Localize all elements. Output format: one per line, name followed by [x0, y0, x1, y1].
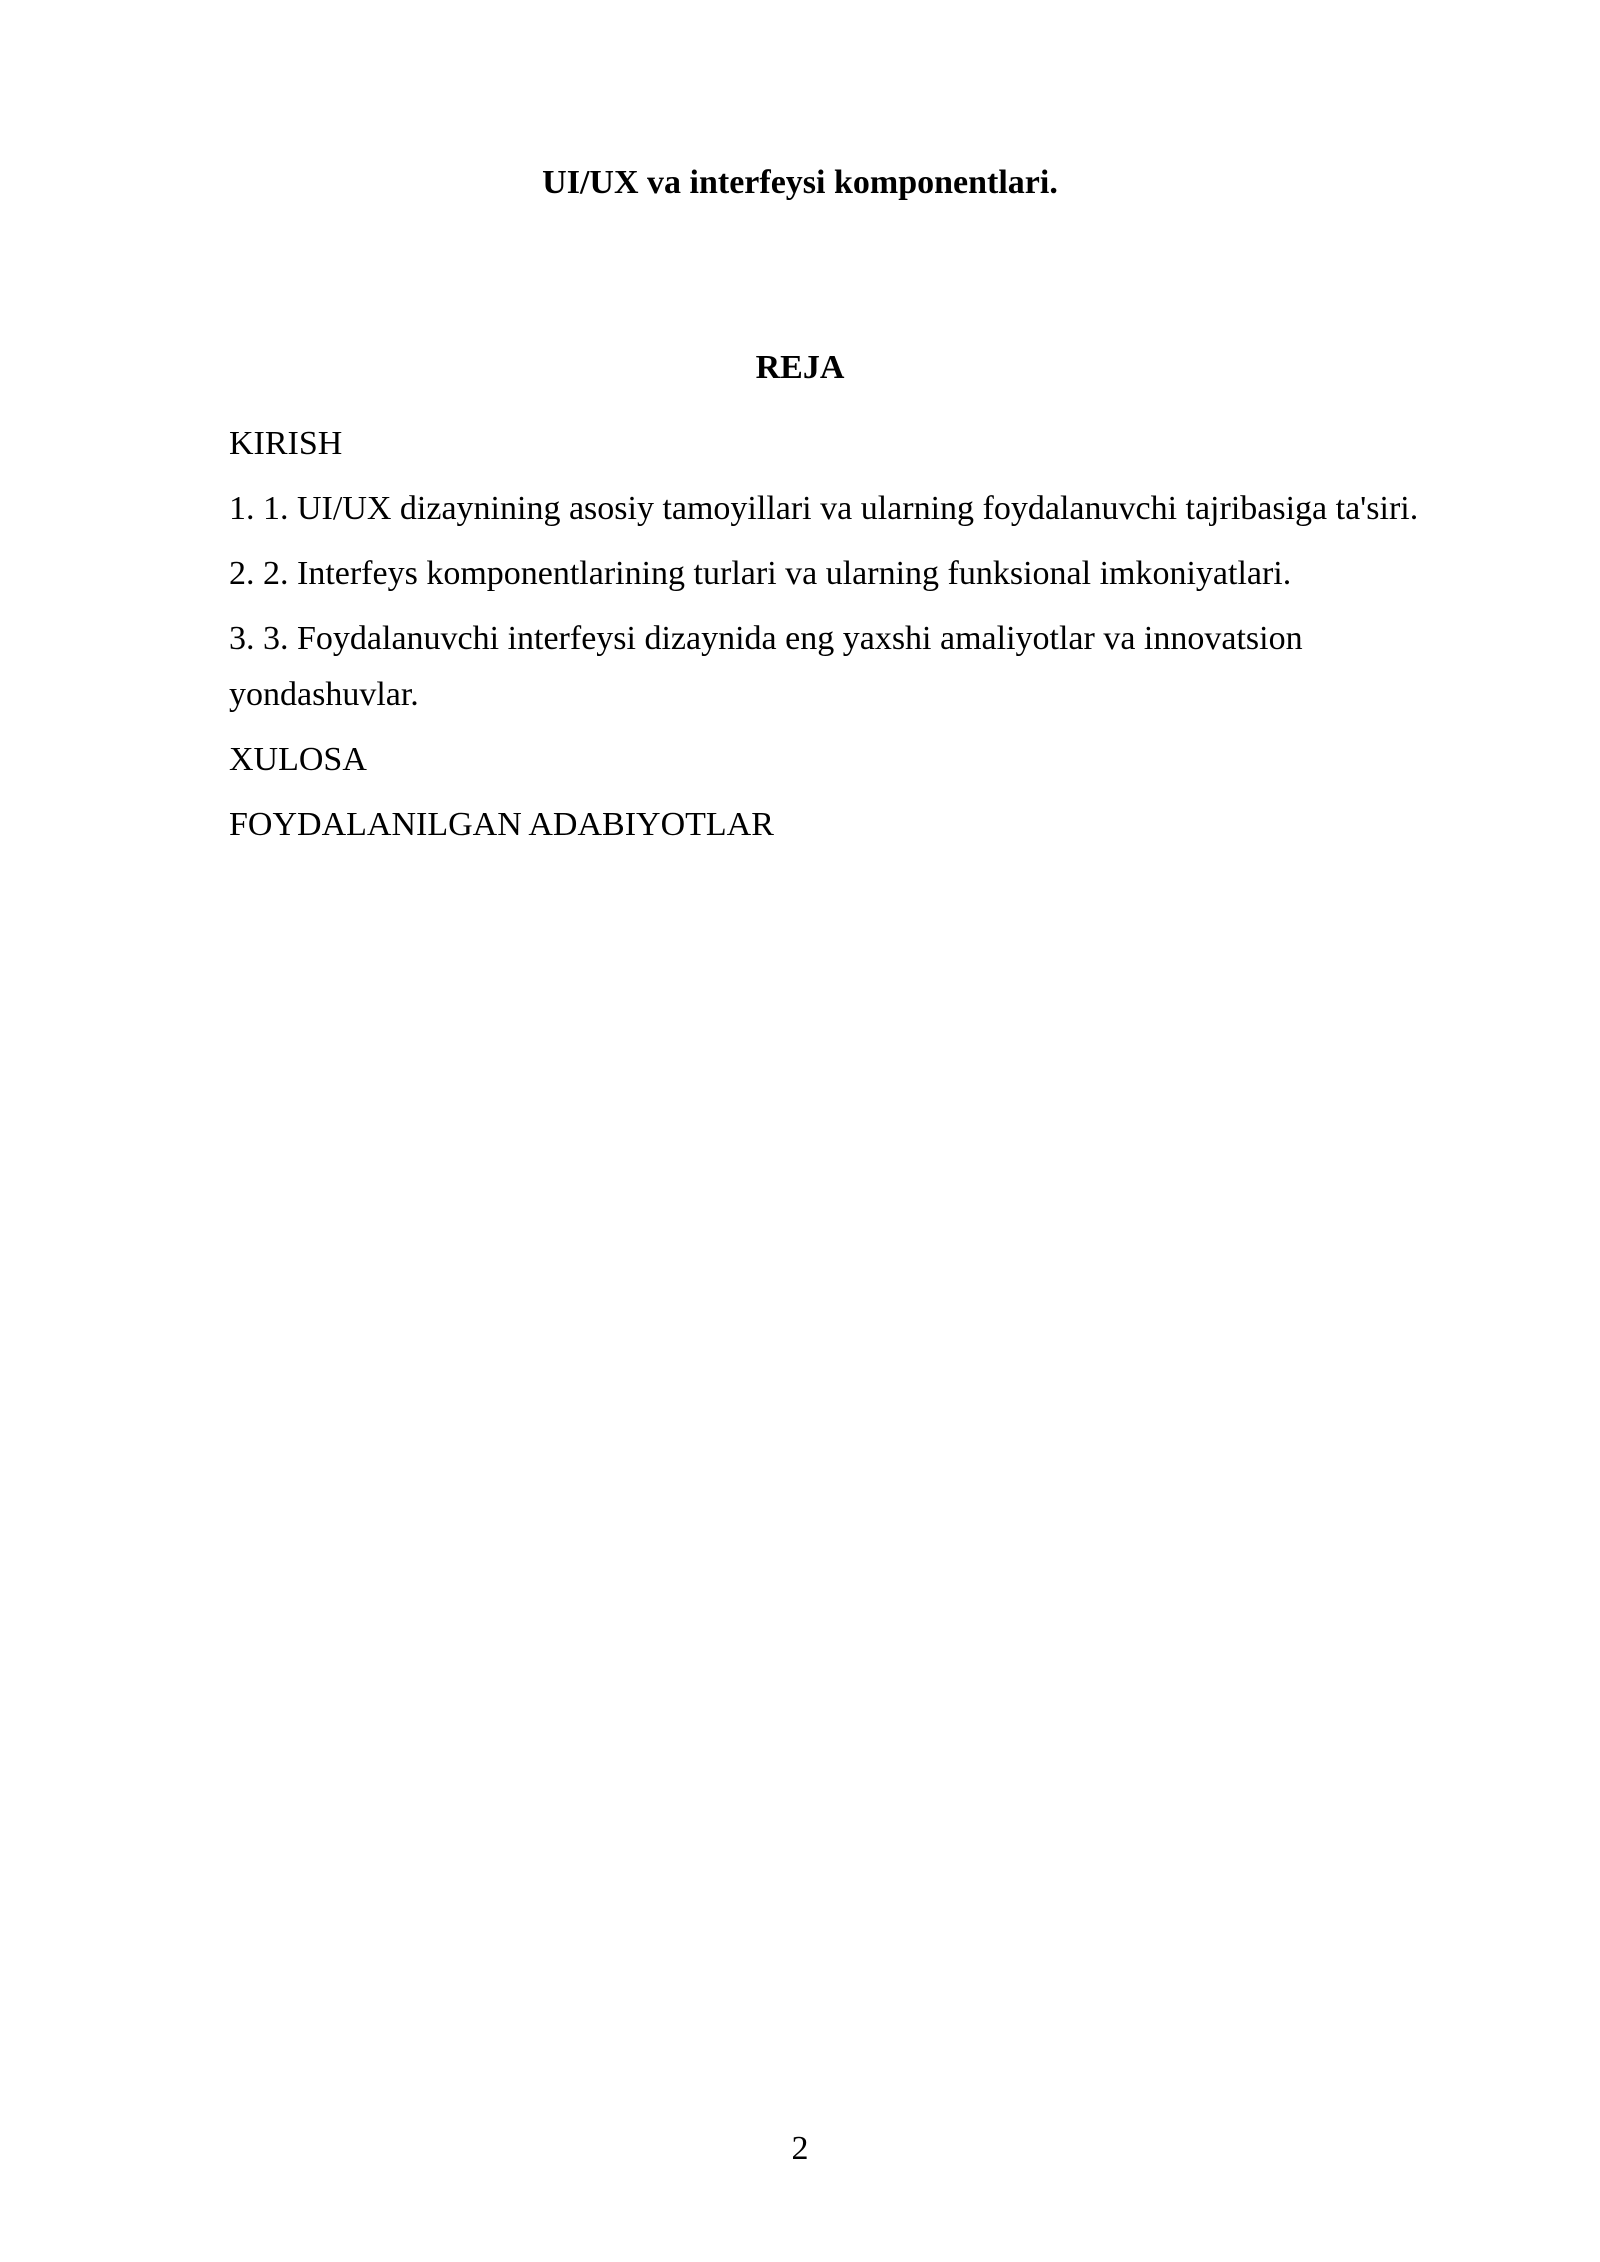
plan-item-conclusion: XULOSA: [229, 741, 367, 778]
plan-item-3: 3. 3. Foydalanuvchi interfeysi dizaynida eng yaxshi amaliyotlar va innovatsion yondashuvlar.: [229, 620, 1303, 713]
plan-item-references: FOYDALANILGAN ADABIYOTLAR: [229, 806, 774, 843]
plan-item-intro: KIRISH: [229, 425, 343, 462]
plan-item-1: 1. 1. UI/UX dizaynining asosiy tamoyillari va ularning foydalanuvchi tajribasiga ta'siri.: [229, 490, 1419, 527]
plan-list: [229, 416, 1469, 862]
plan-item-2: 2. 2. Interfeys komponentlarining turlari va ularning funksional imkoniyatlari.: [229, 555, 1292, 592]
plan-heading: REJA: [755, 349, 845, 386]
page-number: 2: [791, 2130, 809, 2167]
document-title: UI/UX va interfeysi komponentlari.: [542, 164, 1058, 201]
